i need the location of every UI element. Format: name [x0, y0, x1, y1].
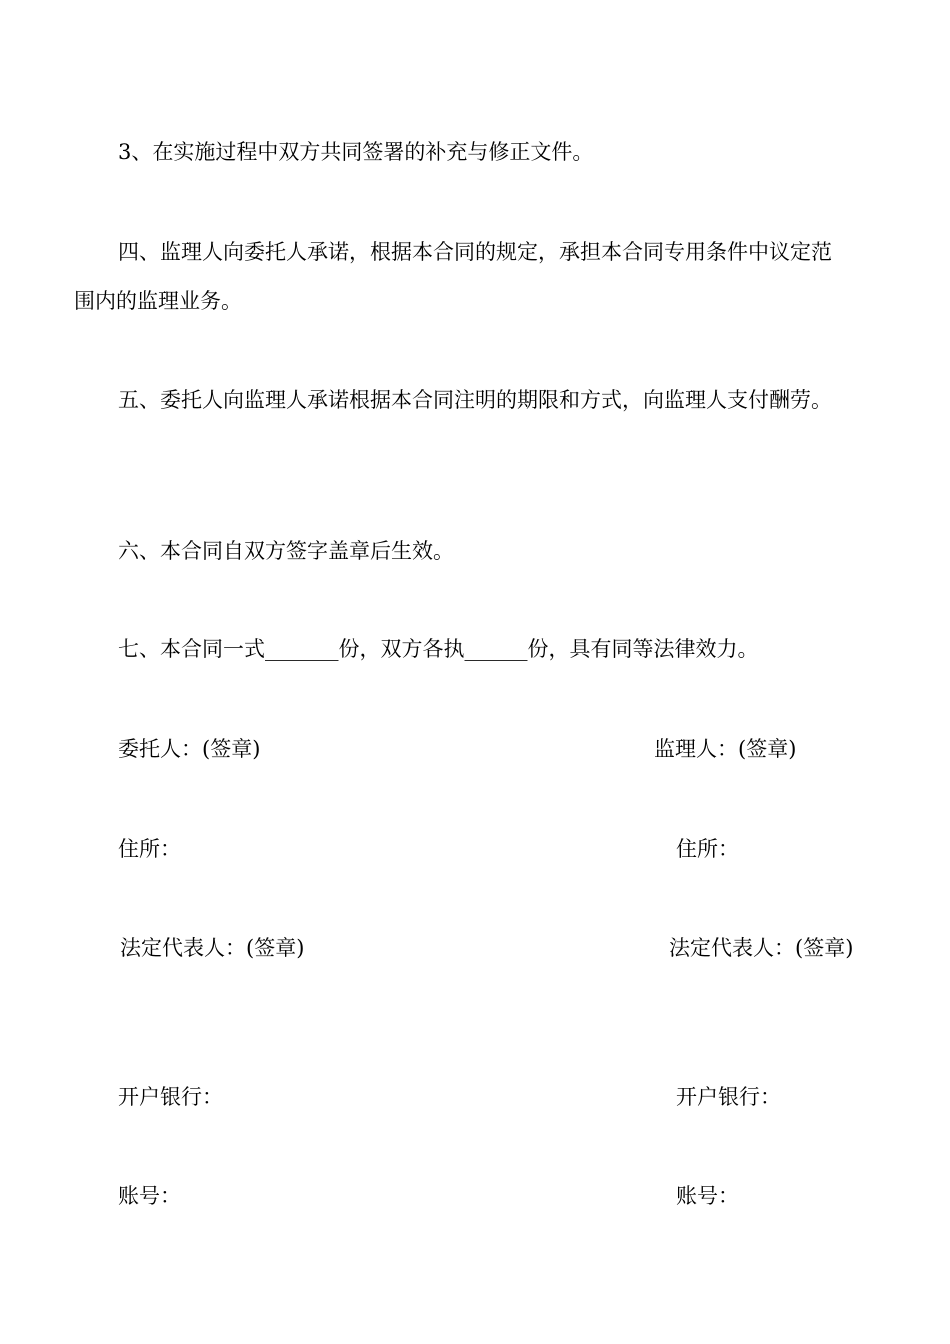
client-legal-rep-label: 法定代表人：(签章): [120, 936, 305, 960]
supervisor-legal-rep-label: 法定代表人：(签章): [669, 936, 854, 960]
supervisor-party-label: 监理人：(签章): [654, 737, 797, 761]
supervisor-bank-label: 开户银行：: [676, 1085, 781, 1109]
clause-4-line-2: 围内的监理业务。: [74, 289, 242, 313]
clause-5: 五、委托人向监理人承诺根据本合同注明的期限和方式，向监理人支付酬劳。: [118, 388, 832, 412]
clause-6: 六、本合同自双方签字盖章后生效。: [118, 539, 454, 563]
client-address-label: 住所：: [118, 837, 181, 861]
clause-4-line-1: 四、监理人向委托人承诺，根据本合同的规定，承担本合同专用条件中议定范: [118, 240, 832, 264]
clause-3: 3、在实施过程中双方共同签署的补充与修正文件。: [118, 140, 594, 164]
supervisor-account-label: 账号：: [676, 1184, 739, 1208]
clause-7: 七、本合同一式_______份，双方各执______份，具有同等法律效力。: [118, 637, 759, 661]
supervisor-address-label: 住所：: [676, 837, 739, 861]
client-bank-label: 开户银行：: [118, 1085, 223, 1109]
client-party-label: 委托人：(签章): [118, 737, 261, 761]
client-account-label: 账号：: [118, 1184, 181, 1208]
